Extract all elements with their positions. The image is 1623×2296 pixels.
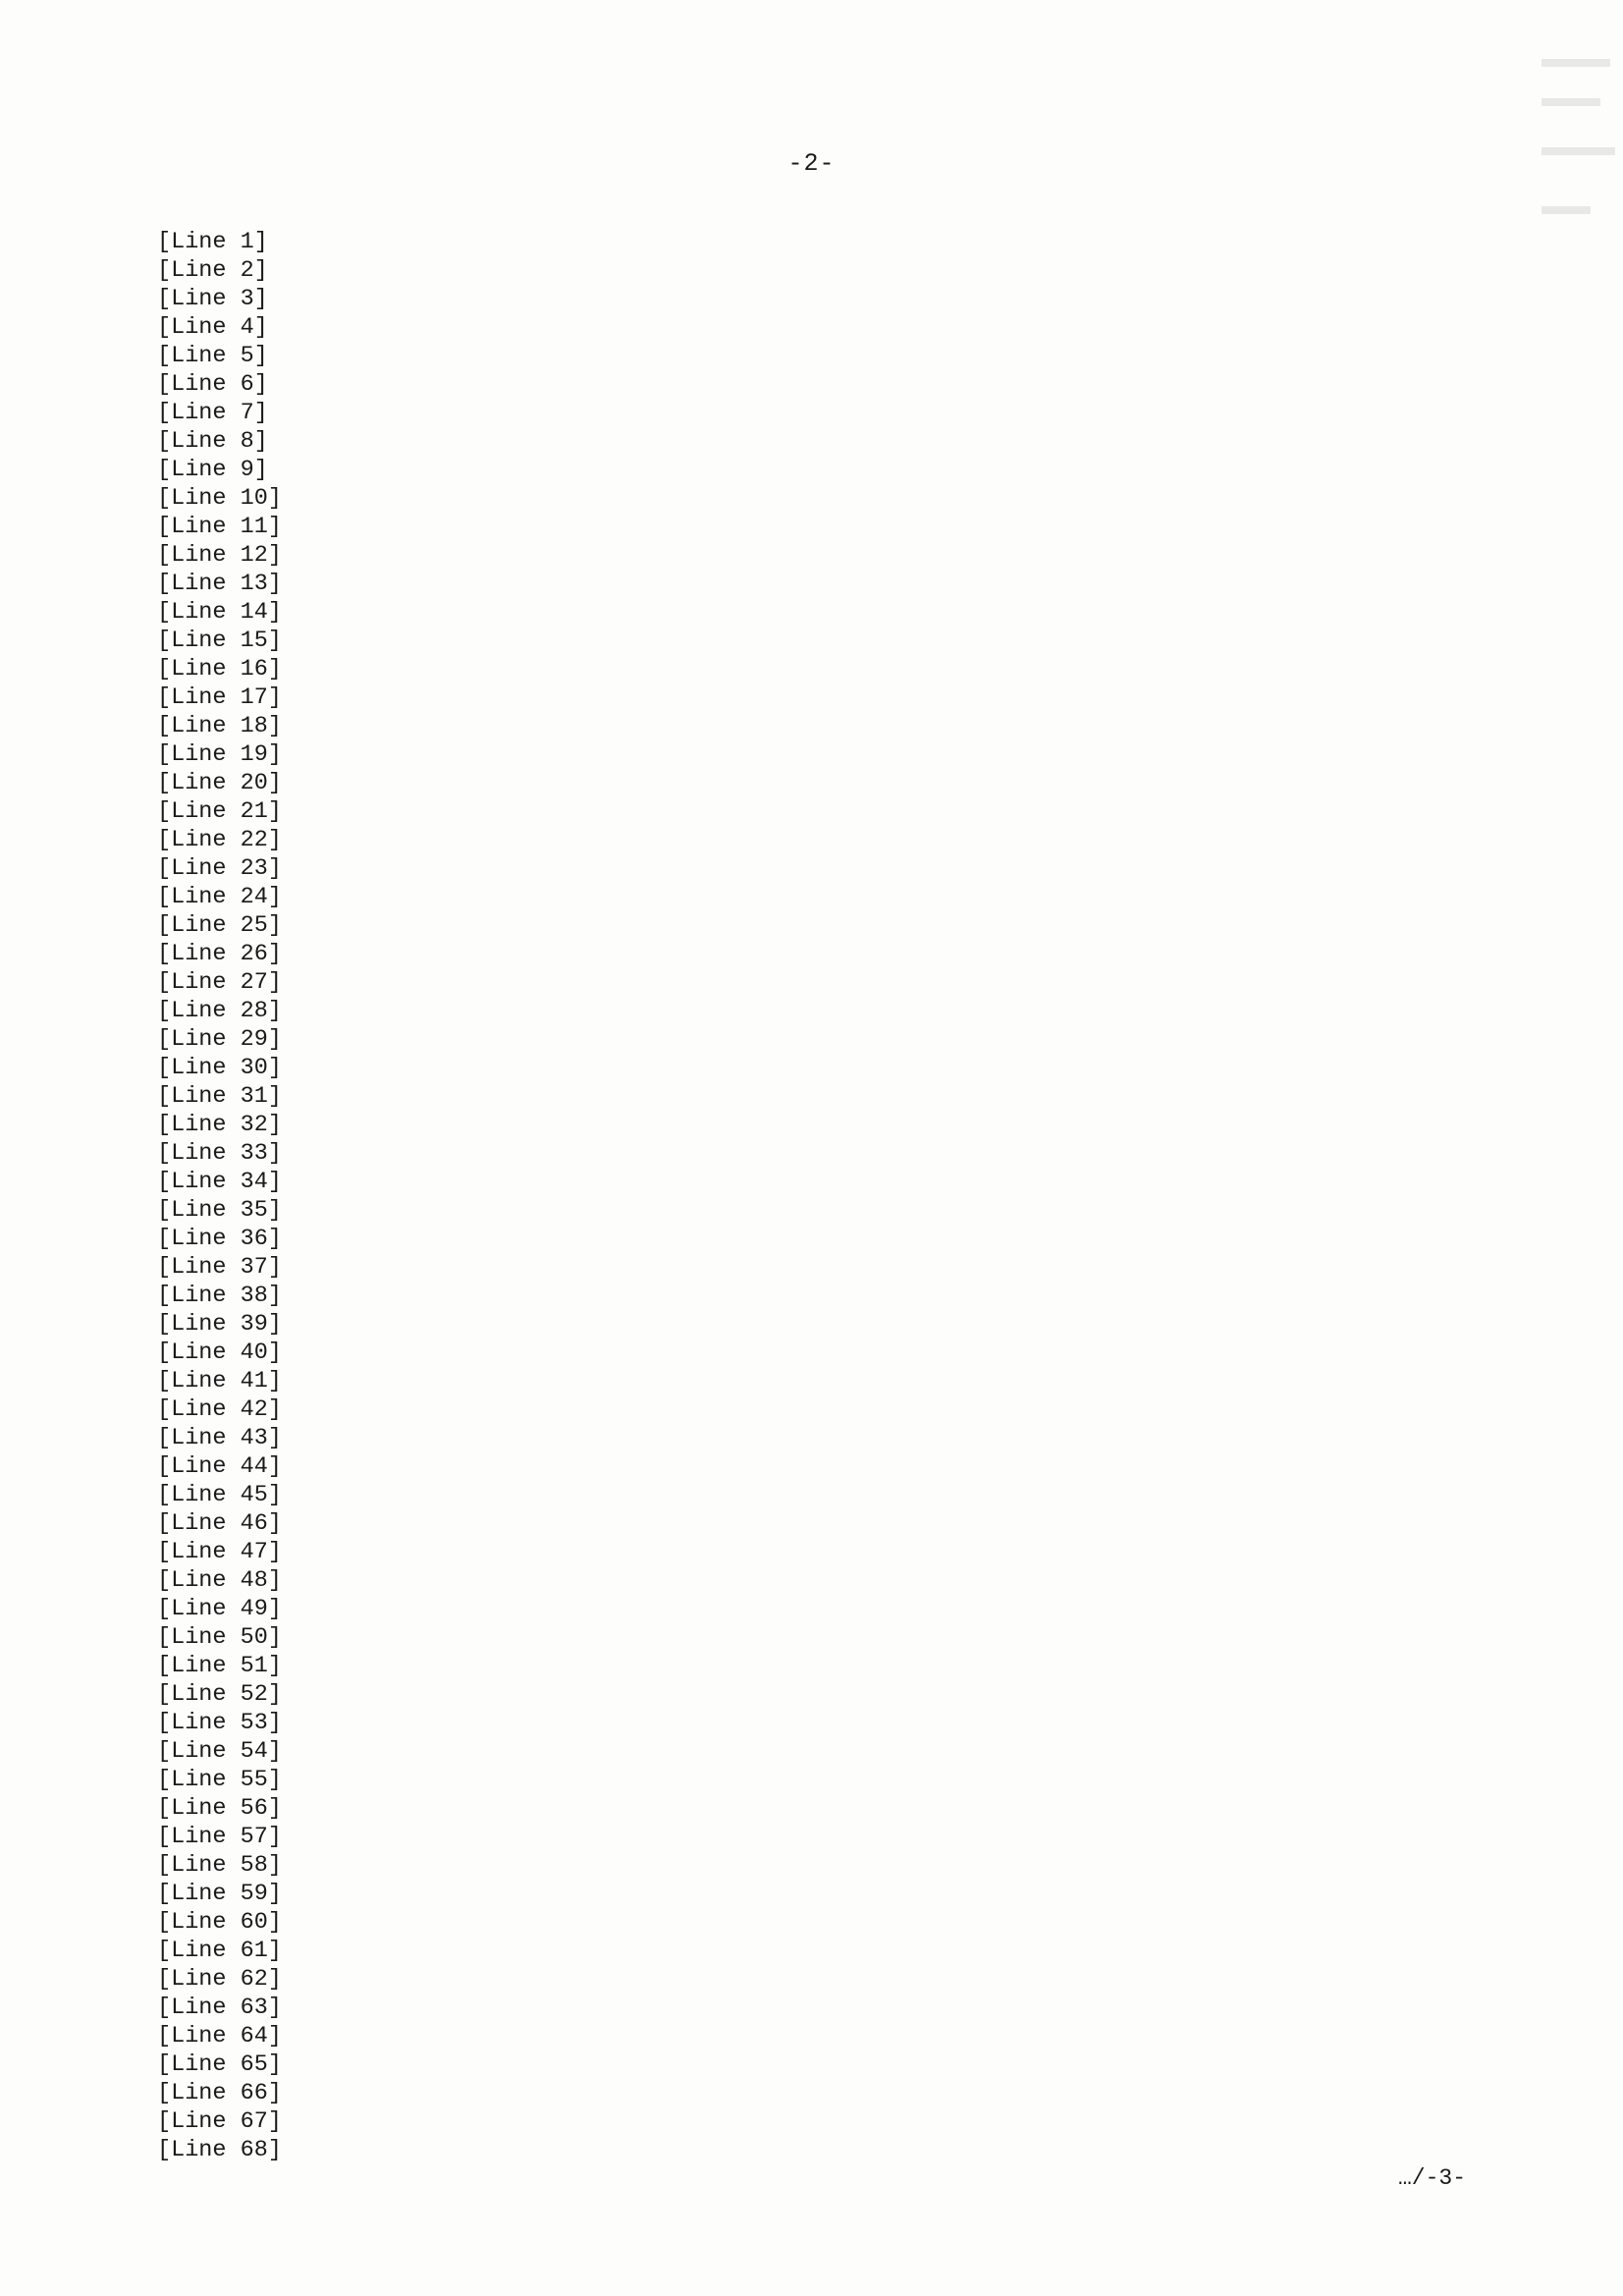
body-line: [Line 64] <box>157 2023 282 2050</box>
body-line: [Line 1] <box>157 229 268 255</box>
body-line: [Line 49] <box>157 1596 282 1622</box>
body-line: [Line 56] <box>157 1795 282 1822</box>
body-line: [Line 60] <box>157 1909 282 1936</box>
body-line: [Line 62] <box>157 1966 282 1993</box>
body-line: [Line 16] <box>157 656 282 683</box>
body-line: [Line 53] <box>157 1710 282 1736</box>
body-line: [Line 15] <box>157 628 282 654</box>
body-line: [Line 4] <box>157 314 268 341</box>
body-line: [Line 17] <box>157 684 282 711</box>
body-line: [Line 36] <box>157 1226 282 1252</box>
body-line: [Line 66] <box>157 2080 282 2106</box>
page-number: -2- <box>787 149 836 178</box>
body-line: [Line 7] <box>157 400 268 426</box>
body-line: [Line 24] <box>157 884 282 910</box>
body-line: [Line 48] <box>157 1567 282 1594</box>
body-line: [Line 28] <box>157 998 282 1024</box>
body-line: [Line 26] <box>157 941 282 967</box>
body-line: [Line 34] <box>157 1169 282 1195</box>
body-line: [Line 19] <box>157 741 282 768</box>
body-line: [Line 40] <box>157 1339 282 1366</box>
body-line: [Line 58] <box>157 1852 282 1879</box>
body-line: [Line 68] <box>157 2137 282 2163</box>
body-line: [Line 12] <box>157 542 282 569</box>
body-line: [Line 27] <box>157 969 282 996</box>
body-line: [Line 59] <box>157 1881 282 1907</box>
body-line: [Line 65] <box>157 2051 282 2078</box>
body-line: [Line 67] <box>157 2108 282 2135</box>
body-line: [Line 13] <box>157 571 282 597</box>
body-line: [Line 18] <box>157 713 282 739</box>
body-line: [Line 38] <box>157 1283 282 1309</box>
body-line: [Line 8] <box>157 428 268 455</box>
body-line: [Line 21] <box>157 798 282 825</box>
body-line: [Line 22] <box>157 827 282 853</box>
body-line: [Line 37] <box>157 1254 282 1281</box>
body-line: [Line 11] <box>157 514 282 540</box>
body-line: [Line 14] <box>157 599 282 626</box>
body-line: [Line 54] <box>157 1738 282 1765</box>
body-line: [Line 45] <box>157 1482 282 1508</box>
body-line: [Line 20] <box>157 770 282 796</box>
body-line: [Line 39] <box>157 1311 282 1338</box>
body-line: [Line 6] <box>157 371 268 398</box>
body-line: [Line 41] <box>157 1368 282 1394</box>
body-line: [Line 25] <box>157 912 282 939</box>
body-line: [Line 55] <box>157 1767 282 1793</box>
body-line: [Line 50] <box>157 1624 282 1651</box>
body-line: [Line 23] <box>157 855 282 882</box>
body-line: [Line 10] <box>157 485 282 512</box>
body-line: [Line 32] <box>157 1112 282 1138</box>
body-line: [Line 61] <box>157 1938 282 1964</box>
body-line: [Line 3] <box>157 286 268 312</box>
body-line: [Line 29] <box>157 1026 282 1053</box>
body-line: [Line 9] <box>157 457 268 483</box>
body-line: [Line 43] <box>157 1425 282 1451</box>
body-text <box>157 228 1463 2164</box>
body-line: [Line 33] <box>157 1140 282 1167</box>
body-line: [Line 63] <box>157 1995 282 2021</box>
bleed-through-shadow <box>1532 39 1623 432</box>
body-line: [Line 42] <box>157 1396 282 1423</box>
body-line: [Line 51] <box>157 1653 282 1679</box>
body-line: [Line 31] <box>157 1083 282 1110</box>
body-line: [Line 35] <box>157 1197 282 1224</box>
body-line: [Line 57] <box>157 1824 282 1850</box>
body-line: [Line 5] <box>157 343 268 369</box>
body-line: [Line 46] <box>157 1510 282 1537</box>
body-line: [Line 47] <box>157 1539 282 1565</box>
body-line: [Line 44] <box>157 1453 282 1480</box>
body-line: [Line 52] <box>157 1681 282 1708</box>
body-line: [Line 30] <box>157 1055 282 1081</box>
body-line: [Line 2] <box>157 257 268 284</box>
continuation-marker: …/-3- <box>1397 2165 1466 2191</box>
